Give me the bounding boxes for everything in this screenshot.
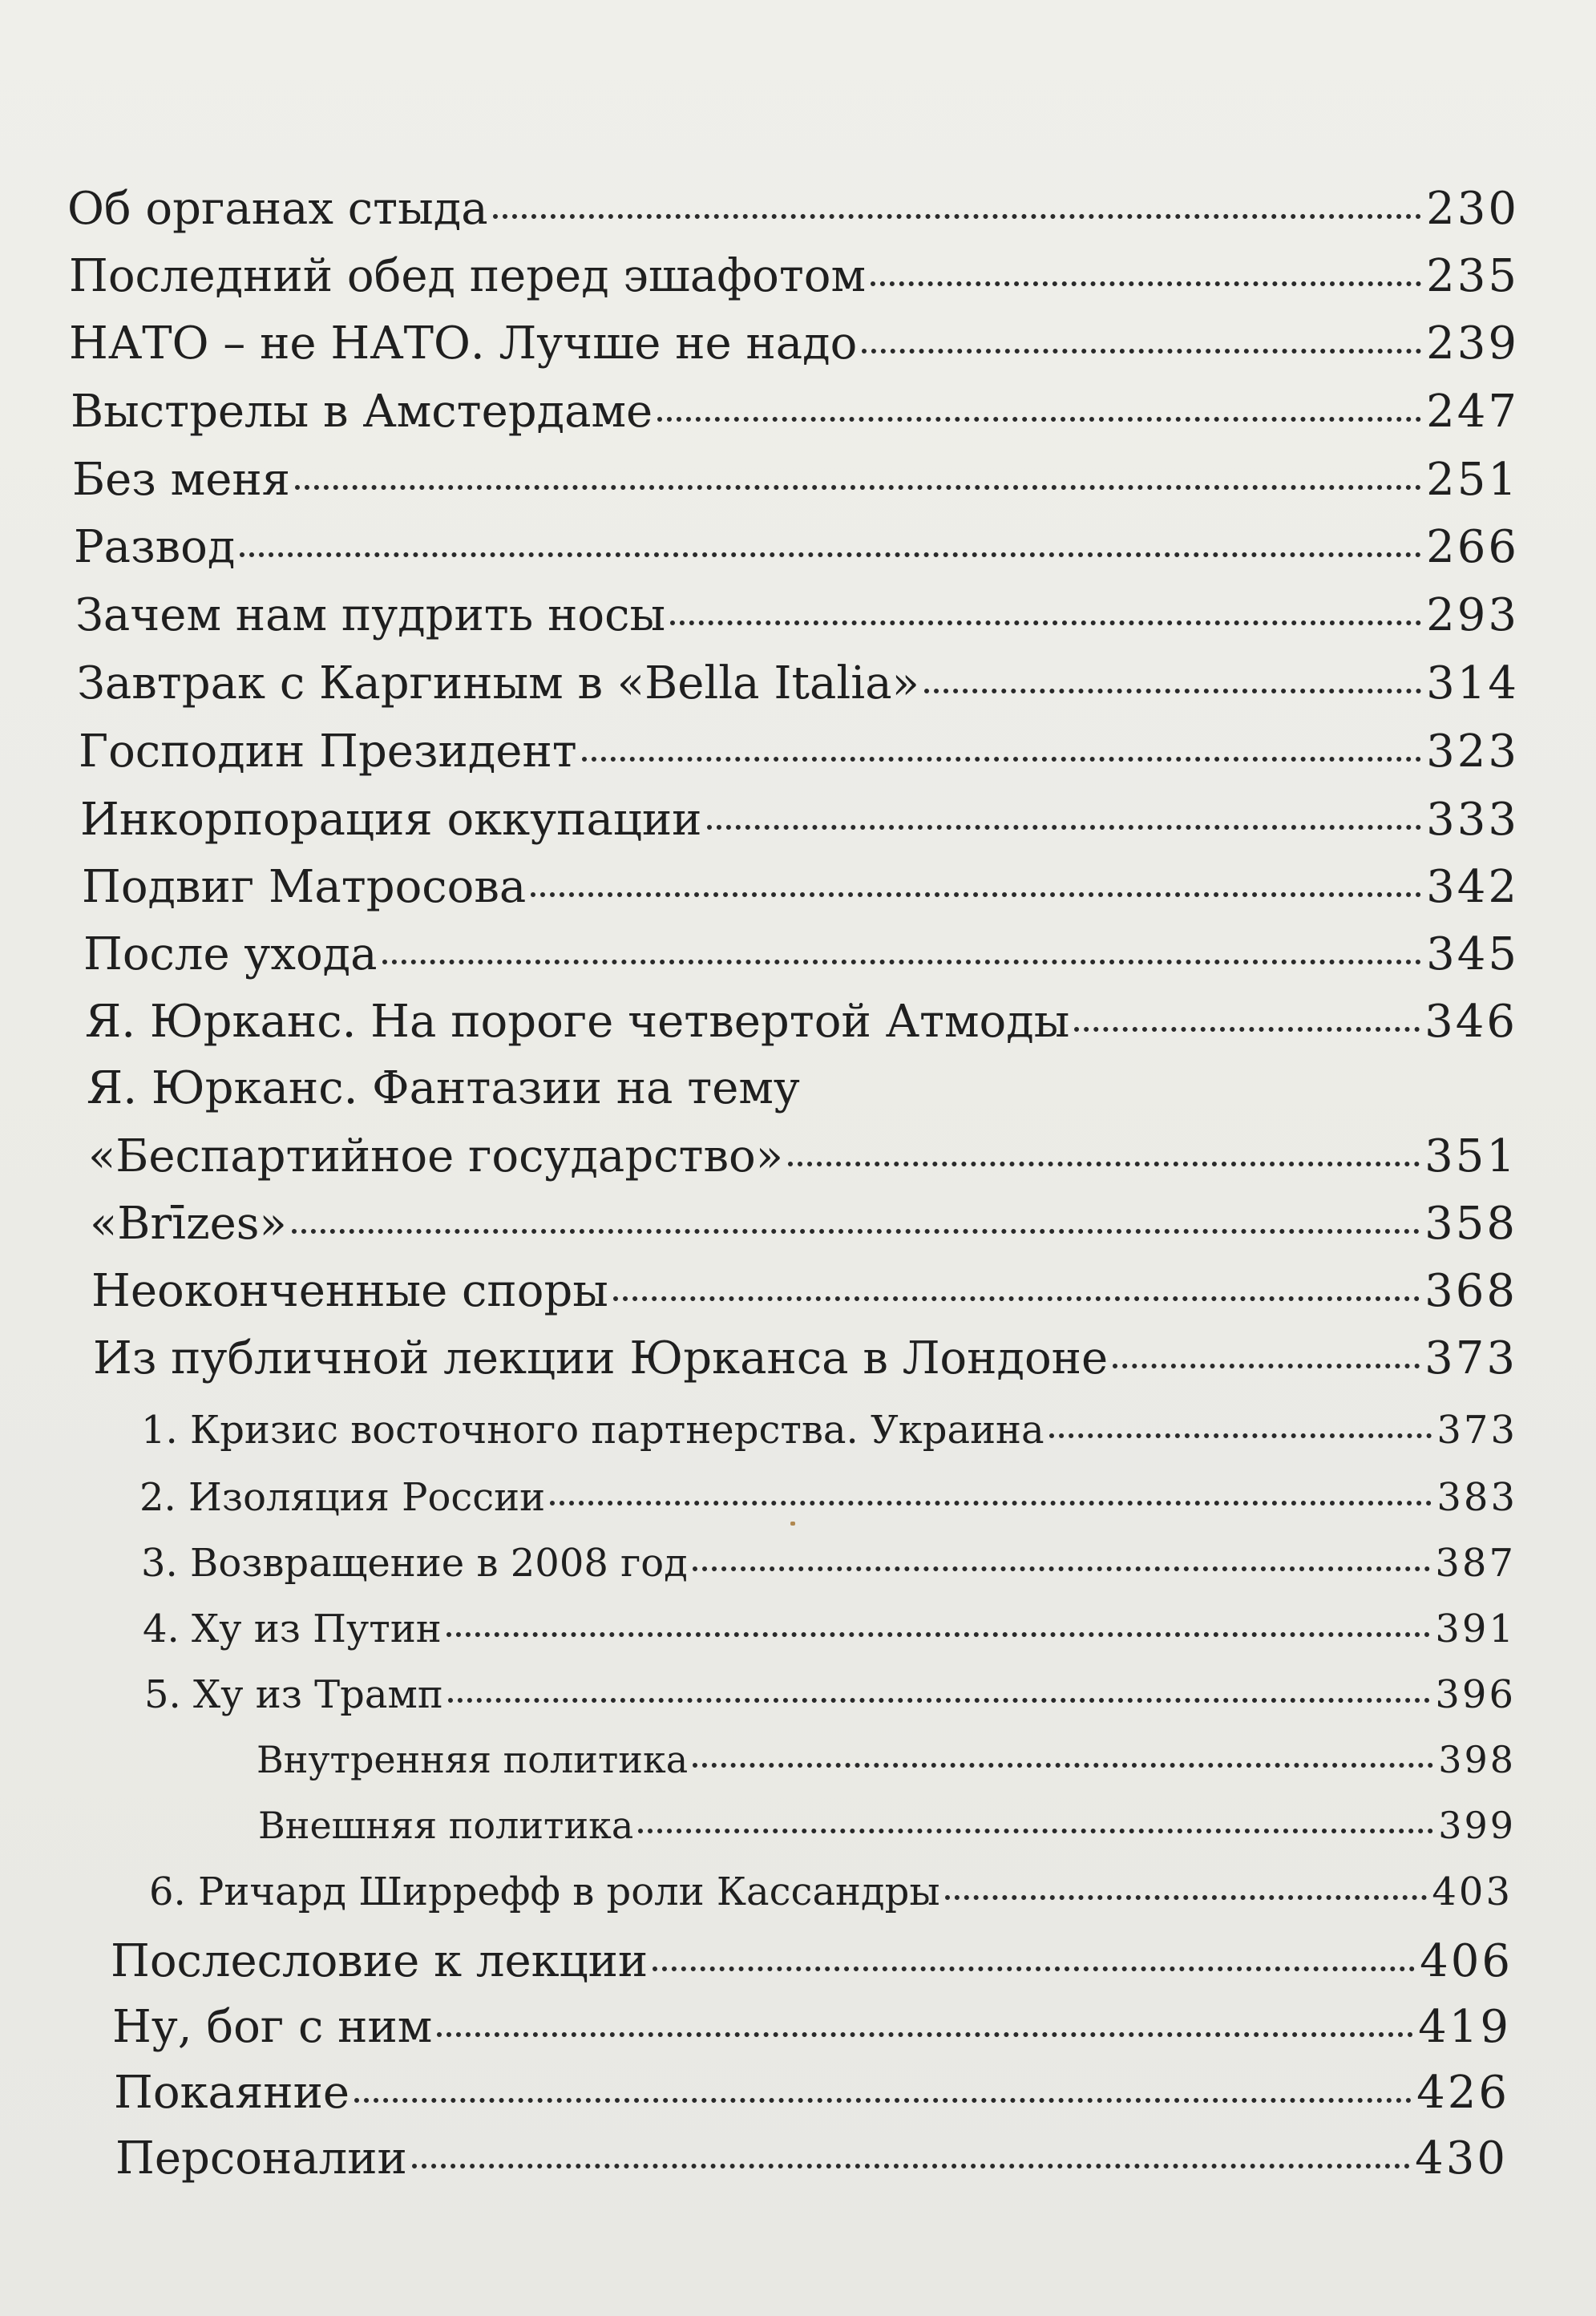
toc-subentry xyxy=(149,1869,1513,1914)
dot-leader xyxy=(693,1566,1431,1571)
dot-leader xyxy=(657,417,1421,422)
toc-entry xyxy=(80,794,1519,846)
toc-entry xyxy=(90,1198,1517,1250)
toc-entry xyxy=(87,1062,800,1114)
toc-entry-page: 235 xyxy=(1426,250,1519,302)
toc-entry-page: 314 xyxy=(1426,657,1519,709)
toc-entry-page: 323 xyxy=(1426,726,1519,778)
toc-entry-page: 383 xyxy=(1436,1475,1517,1520)
toc-entry xyxy=(115,2132,1508,2185)
toc-entry-page: 396 xyxy=(1435,1672,1516,1717)
toc-entry-title: Об органах стыда xyxy=(67,183,488,235)
toc-entry xyxy=(85,996,1517,1048)
toc-entry xyxy=(88,1130,1517,1182)
dot-leader xyxy=(437,2032,1413,2037)
toc-entry-title: 4. Ху из Путин xyxy=(143,1607,442,1651)
toc-entry xyxy=(114,2067,1509,2119)
dot-leader xyxy=(788,1162,1420,1166)
toc-entry-page: 247 xyxy=(1426,386,1519,438)
toc-entry-title: Господин Президент xyxy=(79,726,577,778)
toc-entry-page: 368 xyxy=(1424,1265,1517,1317)
dot-leader xyxy=(582,757,1421,762)
dot-leader xyxy=(638,1829,1433,1833)
dot-leader xyxy=(707,825,1422,830)
dot-leader xyxy=(412,2164,1410,2168)
toc-subentry xyxy=(143,1607,1516,1651)
toc-entry xyxy=(112,2001,1511,2053)
toc-entry-title: Развод xyxy=(74,521,236,573)
toc-entry-title: Послесловие к лекции xyxy=(111,1935,649,1987)
toc-entry-page: 373 xyxy=(1424,1332,1517,1384)
toc-subentry xyxy=(144,1672,1516,1717)
toc-entry-title: 1. Кризис восточного партнерства. Украина xyxy=(141,1408,1044,1453)
toc-entry-page: 419 xyxy=(1418,2001,1511,2053)
toc-entry-page: 333 xyxy=(1426,794,1519,846)
dot-leader xyxy=(550,1501,1432,1506)
toc-entry-title: Зачем нам пудрить носы xyxy=(75,589,666,641)
toc-subentry xyxy=(139,1475,1517,1520)
toc-entry-page: 398 xyxy=(1438,1738,1516,1781)
toc-entry xyxy=(111,1935,1513,1987)
dot-leader xyxy=(862,349,1421,354)
dot-leader xyxy=(531,892,1421,897)
toc-entry-title: После ухода xyxy=(83,928,378,980)
dot-leader xyxy=(382,960,1422,964)
toc-entry-page: 406 xyxy=(1420,1935,1513,1987)
dot-leader xyxy=(493,214,1422,219)
toc-entry-page: 430 xyxy=(1415,2132,1508,2185)
toc-entry xyxy=(82,861,1519,913)
toc-entry-title: Покаяние xyxy=(114,2067,350,2119)
dot-leader xyxy=(924,689,1421,693)
toc-entry-title: Последний обед перед эшафотом xyxy=(69,250,867,302)
dot-leader xyxy=(448,1698,1431,1703)
toc-entry-title: Персоналии xyxy=(115,2132,407,2185)
dot-leader xyxy=(1049,1433,1432,1438)
toc-entry-page: 403 xyxy=(1432,1869,1513,1914)
toc-subsubentry xyxy=(257,1738,1516,1781)
toc-entry-page: 345 xyxy=(1426,928,1519,980)
toc-entry xyxy=(74,521,1519,573)
toc-entry xyxy=(69,250,1519,302)
toc-entry xyxy=(83,928,1519,980)
dot-leader xyxy=(295,485,1421,490)
dot-leader xyxy=(653,1966,1415,1971)
toc-entry-title: 5. Ху из Трамп xyxy=(144,1672,443,1717)
toc-entry xyxy=(79,726,1519,778)
dot-leader xyxy=(446,1632,1431,1637)
toc-entry-title: НАТО – не НАТО. Лучше не надо xyxy=(69,317,858,370)
toc-entry-title: Внутренняя политика xyxy=(257,1738,689,1781)
toc-entry-title: Неоконченные споры xyxy=(91,1265,608,1317)
toc-entry xyxy=(72,454,1519,506)
toc-entry-title: Без меня xyxy=(72,454,290,506)
toc-entry xyxy=(77,657,1519,709)
toc-entry-page: 266 xyxy=(1426,521,1519,573)
dot-leader xyxy=(354,2098,1412,2103)
toc-entry-page: 387 xyxy=(1435,1541,1516,1586)
toc-entry-title: Выстрелы в Амстердаме xyxy=(71,386,653,438)
toc-entry xyxy=(93,1332,1517,1384)
toc-entry-page: 373 xyxy=(1436,1408,1517,1453)
toc-entry-page: 230 xyxy=(1426,183,1519,235)
dot-leader xyxy=(240,552,1421,557)
toc-entry xyxy=(67,183,1519,235)
toc-entry xyxy=(75,589,1519,641)
toc-entry xyxy=(91,1265,1517,1317)
toc-entry-page: 358 xyxy=(1424,1198,1517,1250)
toc-entry-title: 2. Изоляция России xyxy=(139,1475,546,1520)
toc-entry-page: 346 xyxy=(1424,996,1517,1048)
toc-entry-title: 6. Ричард Ширрефф в роли Кассандры xyxy=(149,1869,940,1914)
toc-entry-title: Ну, бог с ним xyxy=(112,2001,433,2053)
toc-subentry xyxy=(141,1408,1517,1453)
toc-entry-title: Внешняя политика xyxy=(258,1804,634,1847)
toc-entry-title: Завтрак с Каргиным в «Bella Italia» xyxy=(77,657,919,709)
toc-entry-page: 293 xyxy=(1426,589,1519,641)
toc-subentry xyxy=(141,1541,1516,1586)
dot-leader xyxy=(1113,1364,1420,1368)
toc-entry-title: Из публичной лекции Юрканса в Лондоне xyxy=(93,1332,1109,1384)
toc-entry-title: Подвиг Матросова xyxy=(82,861,527,913)
dot-leader xyxy=(871,281,1421,286)
dot-leader xyxy=(292,1229,1420,1234)
dot-leader xyxy=(1074,1027,1420,1032)
toc-entry-title: Я. Юрканс. На пороге четвертой Атмоды xyxy=(85,996,1070,1048)
toc-entry-title: Инкорпорация оккупации xyxy=(80,794,702,846)
toc-entry-page: 251 xyxy=(1426,454,1519,506)
toc-entry-page: 239 xyxy=(1426,317,1519,370)
toc-entry-page: 426 xyxy=(1416,2067,1509,2119)
toc-entry-page: 351 xyxy=(1424,1130,1517,1182)
toc-entry-title: «Беспартийное государство» xyxy=(88,1130,784,1182)
toc-entry-title: «Brīzes» xyxy=(90,1198,287,1250)
dot-leader xyxy=(613,1296,1420,1301)
toc-entry-page: 399 xyxy=(1438,1804,1516,1847)
toc-entry-page: 391 xyxy=(1435,1607,1516,1651)
dot-leader xyxy=(693,1763,1433,1768)
toc-entry xyxy=(69,317,1519,370)
toc-entry-title: Я. Юрканс. Фантазии на тему xyxy=(87,1062,800,1114)
toc-entry xyxy=(71,386,1519,438)
toc-entry-page: 342 xyxy=(1426,861,1519,913)
dot-leader xyxy=(670,620,1421,625)
paper-speck xyxy=(790,1522,795,1526)
dot-leader xyxy=(945,1895,1428,1900)
toc-entry-title: 3. Возвращение в 2008 год xyxy=(141,1541,688,1586)
toc-subsubentry xyxy=(258,1804,1516,1847)
